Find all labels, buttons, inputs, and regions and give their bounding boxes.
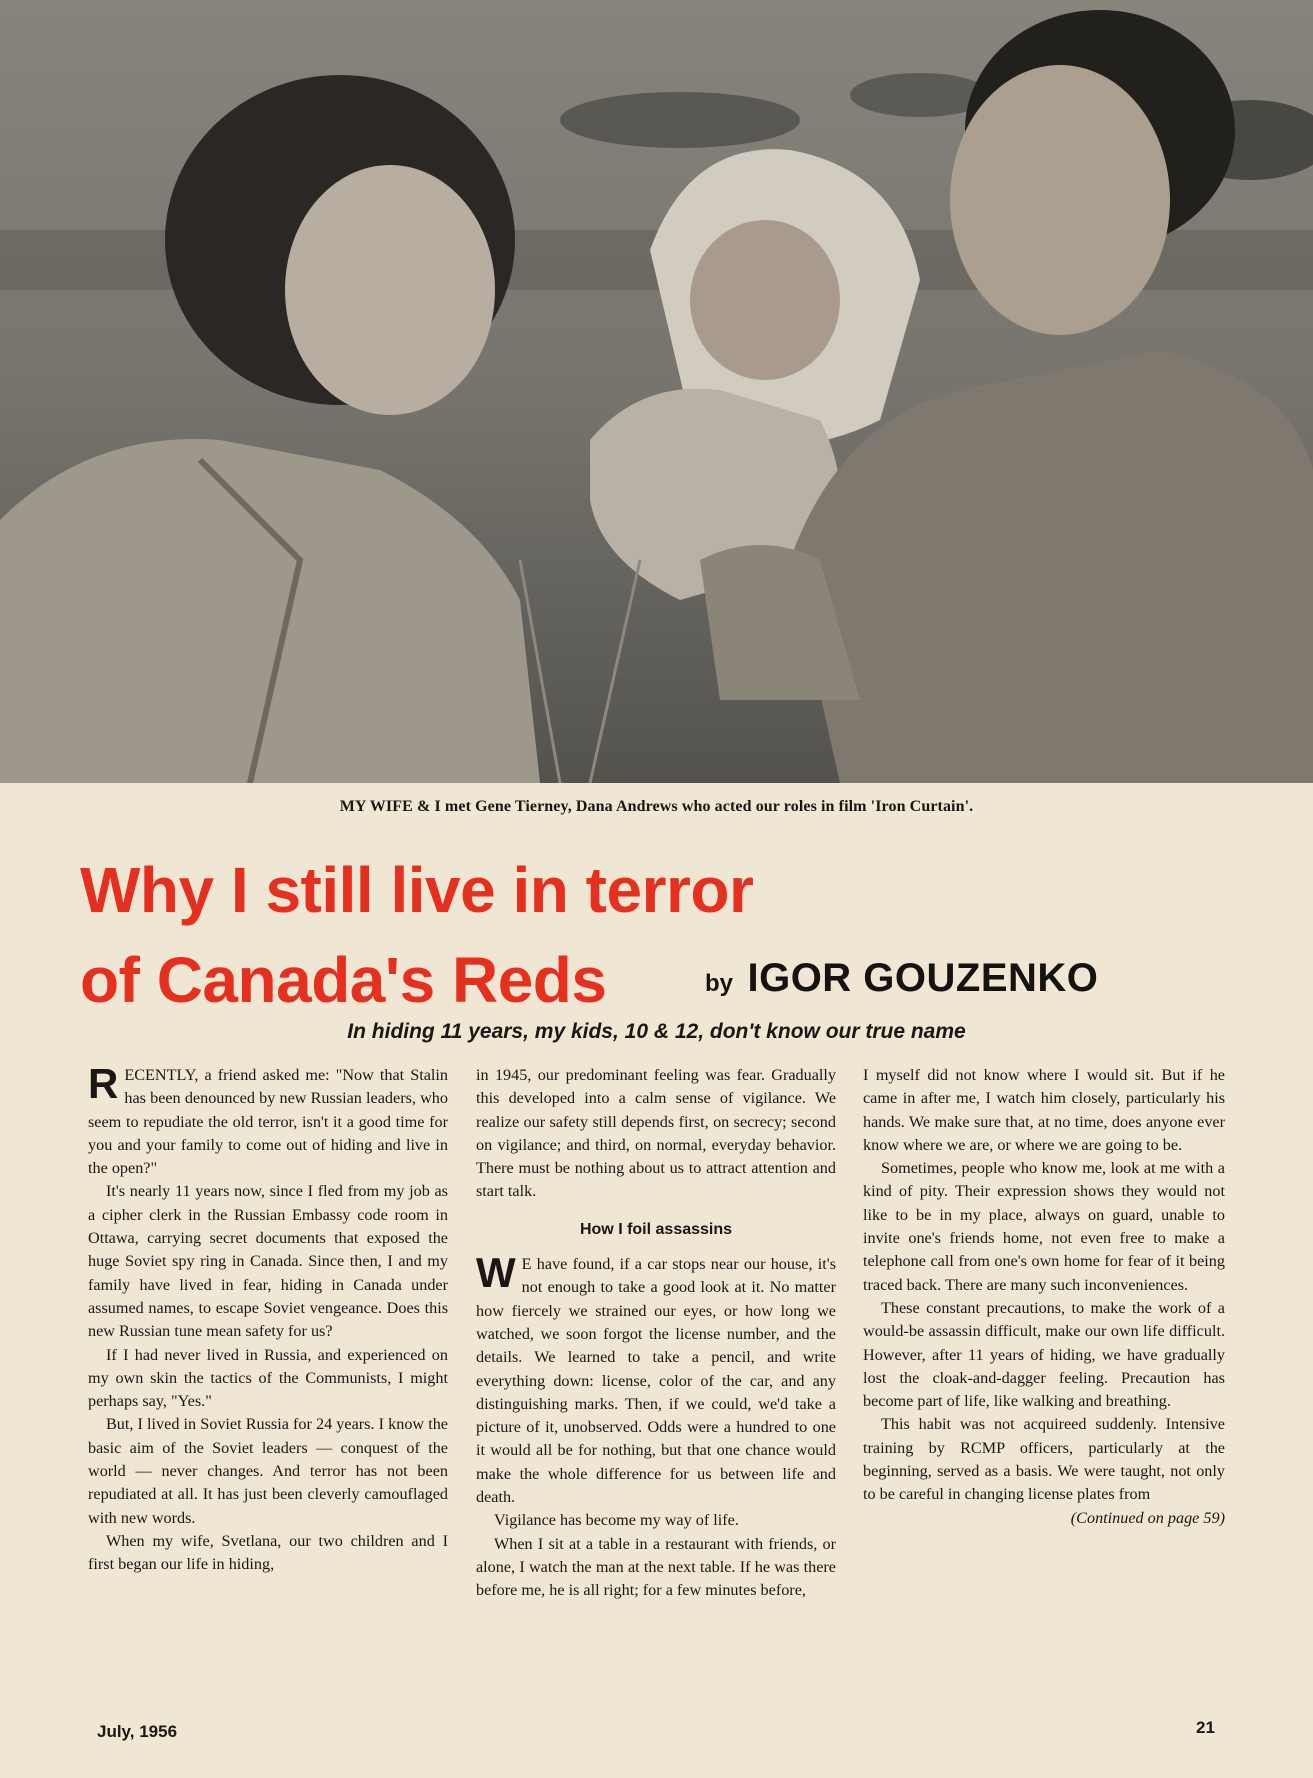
- paragraph: in 1945, our predominant feeling was fear. Gradually this developed into a calm sense of vigilance. We realize our safety still depends first, on secrecy; second on vigilance; and third, on normal, everyday behavior. There must be nothing about us to attract attention and start talk.: [476, 1066, 836, 1201]
- paragraph: [476, 1249, 836, 1509]
- paragraph: These constant precautions, to make the work of a would-be assassin difficult, make our own life difficult. However, after 11 years of hiding, we have gradually lost the cloak-and-dagger feeling. Precaution has become part of life, like walking and breathing.: [863, 1298, 1225, 1411]
- lead-in: E: [521, 1255, 532, 1274]
- paragraph: This habit was not acquireed suddenly. Intensive training by RCMP officers, particularly at the beginning, served as a basis. We were taught, not only to be careful in changing license plates from: [863, 1415, 1225, 1504]
- section-subhead: How I foil assassins: [579, 1220, 733, 1238]
- byline: [705, 956, 1098, 1001]
- page-number: 21: [1196, 1718, 1215, 1737]
- headline-line-1: Why I still live in terror: [80, 854, 754, 926]
- photo-caption: MY WIFE & I met Gene Tierney, Dana Andrews who acted our roles in film 'Iron Curtain'.: [339, 798, 974, 815]
- lead-text: have found, if a car stops near our house, it's not enough to take a good look at it. No matter how fiercely we strained our eyes, or how long we watched, we soon forgot the license number, and the details. We learned to take a pencil, and write everything down: license, color of the car, and any distinguishing marks. Then, if we could, we'd take a picture of it, unobserved. Odds were a hundred to one it would all be for nothing, but that one chance would make the whole difference for us between life and death.: [476, 1255, 836, 1507]
- paragraph: [88, 1060, 448, 1180]
- paragraph: When I sit at a table in a restaurant with friends, or alone, I watch the man at the next table. If he was there before me, he is all right; for a few minutes before,: [476, 1534, 836, 1600]
- drop-cap: R: [88, 1060, 119, 1107]
- paragraph: Vigilance has become my way of life.: [494, 1511, 739, 1530]
- paragraph: It's nearly 11 years now, since I fled from my job as a cipher clerk in the Russian Embassy code room in Ottawa, carrying secret documents that exposed the huge Soviet spy ring in Canada. Since then, I and my family have lived in fear, hiding in Canada under assumed names, to escape Soviet vengeance. Does this new Russian tune mean safety for us?: [88, 1182, 448, 1341]
- family-photo-icon: [0, 0, 1313, 783]
- paragraph: I myself did not know where I would sit. But if he came in after me, I watch him closely, particularly his hands. We make sure that, at no time, does anyone ever know where we are, or where we are going to be.: [863, 1066, 1225, 1154]
- article-column-1: [88, 1060, 448, 1577]
- subtitle-deck: In hiding 11 years, my kids, 10 & 12, don't know our true name: [347, 1020, 966, 1043]
- paragraph: When my wife, Svetlana, our two children and I first began our life in hiding,: [88, 1531, 448, 1574]
- lead-text: a friend asked me: "Now that Stalin has been denounced by new Russian leaders, who seem to repudiate the old terror, isn't it a good time for you and your family to come out of hiding and live in the open?": [88, 1066, 448, 1178]
- article-column-3: [863, 1064, 1225, 1530]
- family-photo: [0, 0, 1313, 783]
- issue-date: July, 1956: [97, 1722, 178, 1741]
- paragraph: Sometimes, people who know me, look at me with a kind of pity. Their expression shows they would not like to be in my place, always on guard, unable to invite one's friends home, not even free to make a telephone call from one's own home for fear of it being traced back. There are many such inconveniences.: [863, 1159, 1225, 1294]
- paragraph: If I had never lived in Russia, and experienced on my own skin the tactics of the Communists, I might perhaps say, "Yes.": [88, 1345, 448, 1411]
- continued-note: (Continued on page 59): [1070, 1508, 1225, 1527]
- lead-in: ECENTLY,: [124, 1066, 199, 1084]
- byline-by: by: [705, 970, 734, 997]
- paragraph: But, I lived in Soviet Russia for 24 years. I know the basic aim of the Soviet leaders — conquest of the world — never changes. And terror has not been repudiated at all. It has just been cleverly camouflaged with new words.: [88, 1415, 448, 1527]
- article-column-2: [476, 1064, 836, 1603]
- headline-line-2: of Canada's Reds: [80, 944, 607, 1016]
- author-name: IGOR GOUZENKO: [747, 956, 1099, 1000]
- drop-cap: W: [476, 1249, 516, 1297]
